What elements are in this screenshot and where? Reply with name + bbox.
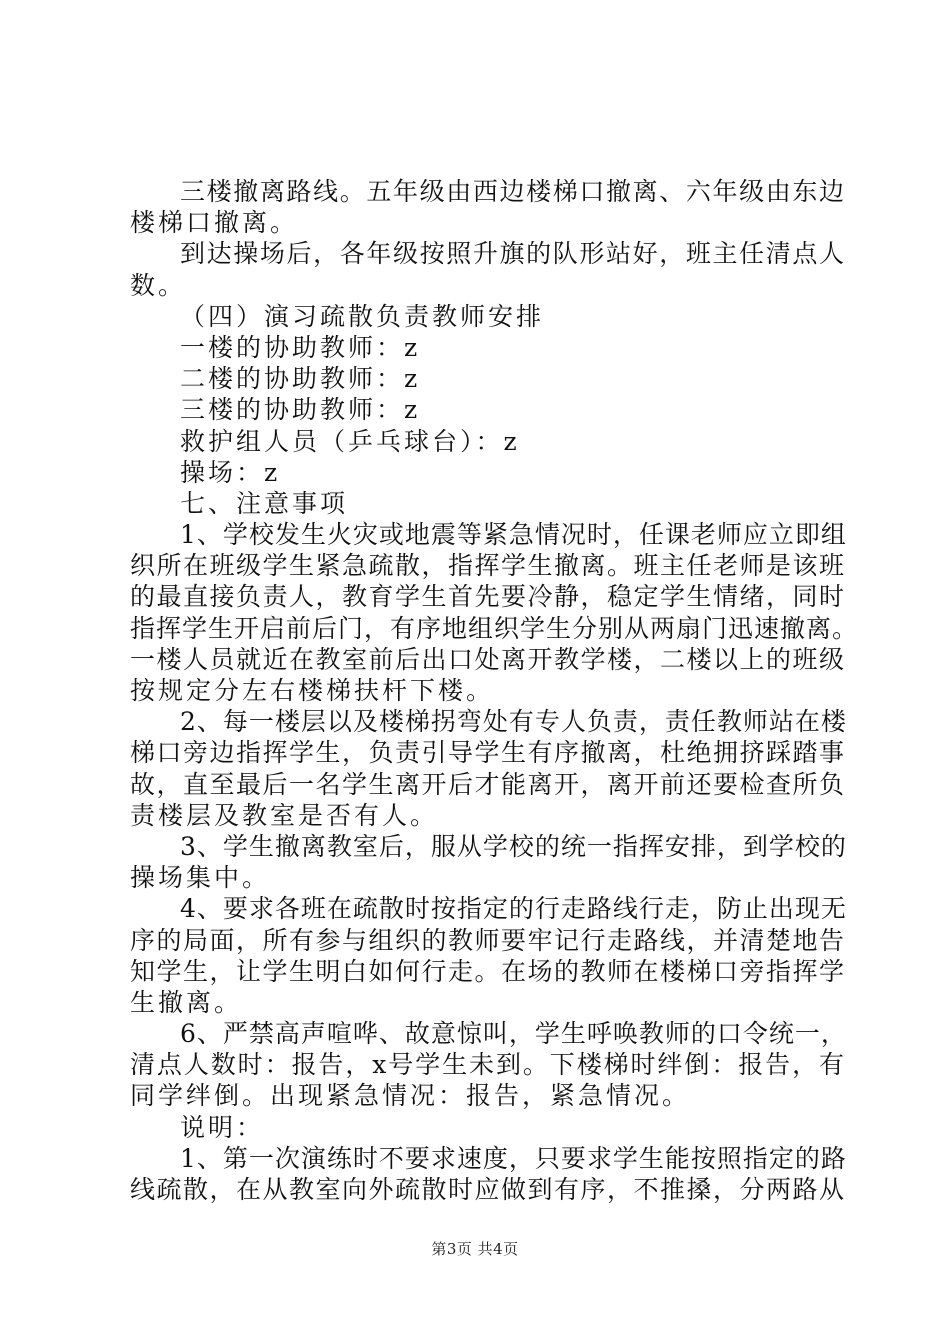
text-line: 一楼人员就近在教室前后出口处离开教学楼，二楼以上的班级 — [130, 644, 845, 674]
text-line: 知学生，让学生明白如何行走。在场的教师在楼梯口旁指挥学 — [130, 956, 845, 986]
page-footer: 第3页 共4页 — [431, 1240, 519, 1258]
text-line: 三楼的协助教师：z — [180, 395, 421, 425]
text-line: 一楼的协助教师：z — [180, 332, 421, 362]
text-line: 梯口旁边指挥学生，负责引导学生有序撤离，杜绝拥挤踩踏事 — [130, 738, 845, 768]
text-line: 楼梯口撤离。 — [130, 208, 299, 238]
text-line: 织所在班级学生紧急疏散，指挥学生撤离。班主任老师是该班 — [130, 551, 845, 581]
text-line: 的最直接负责人，教育学生首先要冷静，稳定学生情绪，同时 — [130, 582, 845, 612]
text-line: 说明： — [180, 1112, 265, 1142]
text-line: 到达操场后，各年级按照升旗的队形站好，班主任清点人 — [180, 239, 845, 269]
text-line: 6、严禁高声喧哗、故意惊叫，学生呼唤教师的口令统一， — [180, 1019, 847, 1049]
document-body — [130, 176, 859, 1205]
text-line: 责楼层及教室是否有人。 — [130, 800, 439, 830]
text-line: 七、注意事项 — [180, 488, 349, 518]
text-line: 同学绊倒。出现紧急情况：报告，紧急情况。 — [130, 1081, 691, 1111]
text-line: 清点人数时：报告，x号学生未到。下楼梯时绊倒：报告，有 — [130, 1050, 845, 1080]
text-line: 1、学校发生火灾或地震等紧急情况时，任课老师应立即组 — [180, 520, 847, 550]
text-line: 3、学生撤离教室后，服从学校的统一指挥安排，到学校的 — [180, 831, 847, 861]
text-line: （四）演习疏散负责教师安排 — [180, 301, 545, 331]
text-line: 操场集中。 — [130, 863, 271, 893]
text-line: 1、第一次演练时不要求速度，只要求学生能按照指定的路 — [180, 1143, 847, 1173]
text-line: 按规定分左右楼梯扶杆下楼。 — [130, 676, 495, 705]
text-line: 2、每一楼层以及楼梯拐弯处有专人负责，责任教师站在楼 — [180, 707, 847, 737]
text-line: 二楼的协助教师：z — [180, 364, 421, 394]
text-line: 指挥学生开启前后门，有序地组织学生分别从两扇门迅速撤离。 — [130, 613, 859, 643]
text-line: 操场：z — [180, 457, 281, 487]
text-line: 三楼撤离路线。五年级由西边楼梯口撤离、六年级由东边 — [180, 177, 845, 206]
text-line: 救护组人员（乒乓球台）：z — [180, 426, 520, 456]
text-line: 序的局面，所有参与组织的教师要牢记行走路线，并清楚地告 — [130, 925, 845, 955]
text-line: 线疏散，在从教室向外疏散时应做到有序，不推搡，分两路从 — [130, 1175, 845, 1204]
text-line: 4、要求各班在疏散时按指定的行走路线行走，防止出现无 — [180, 894, 847, 924]
text-line: 数。 — [130, 270, 187, 300]
text-line: 生撤离。 — [130, 987, 243, 1017]
text-line: 故，直至最后一名学生离开后才能离开，离开前还要检查所负 — [130, 769, 845, 799]
